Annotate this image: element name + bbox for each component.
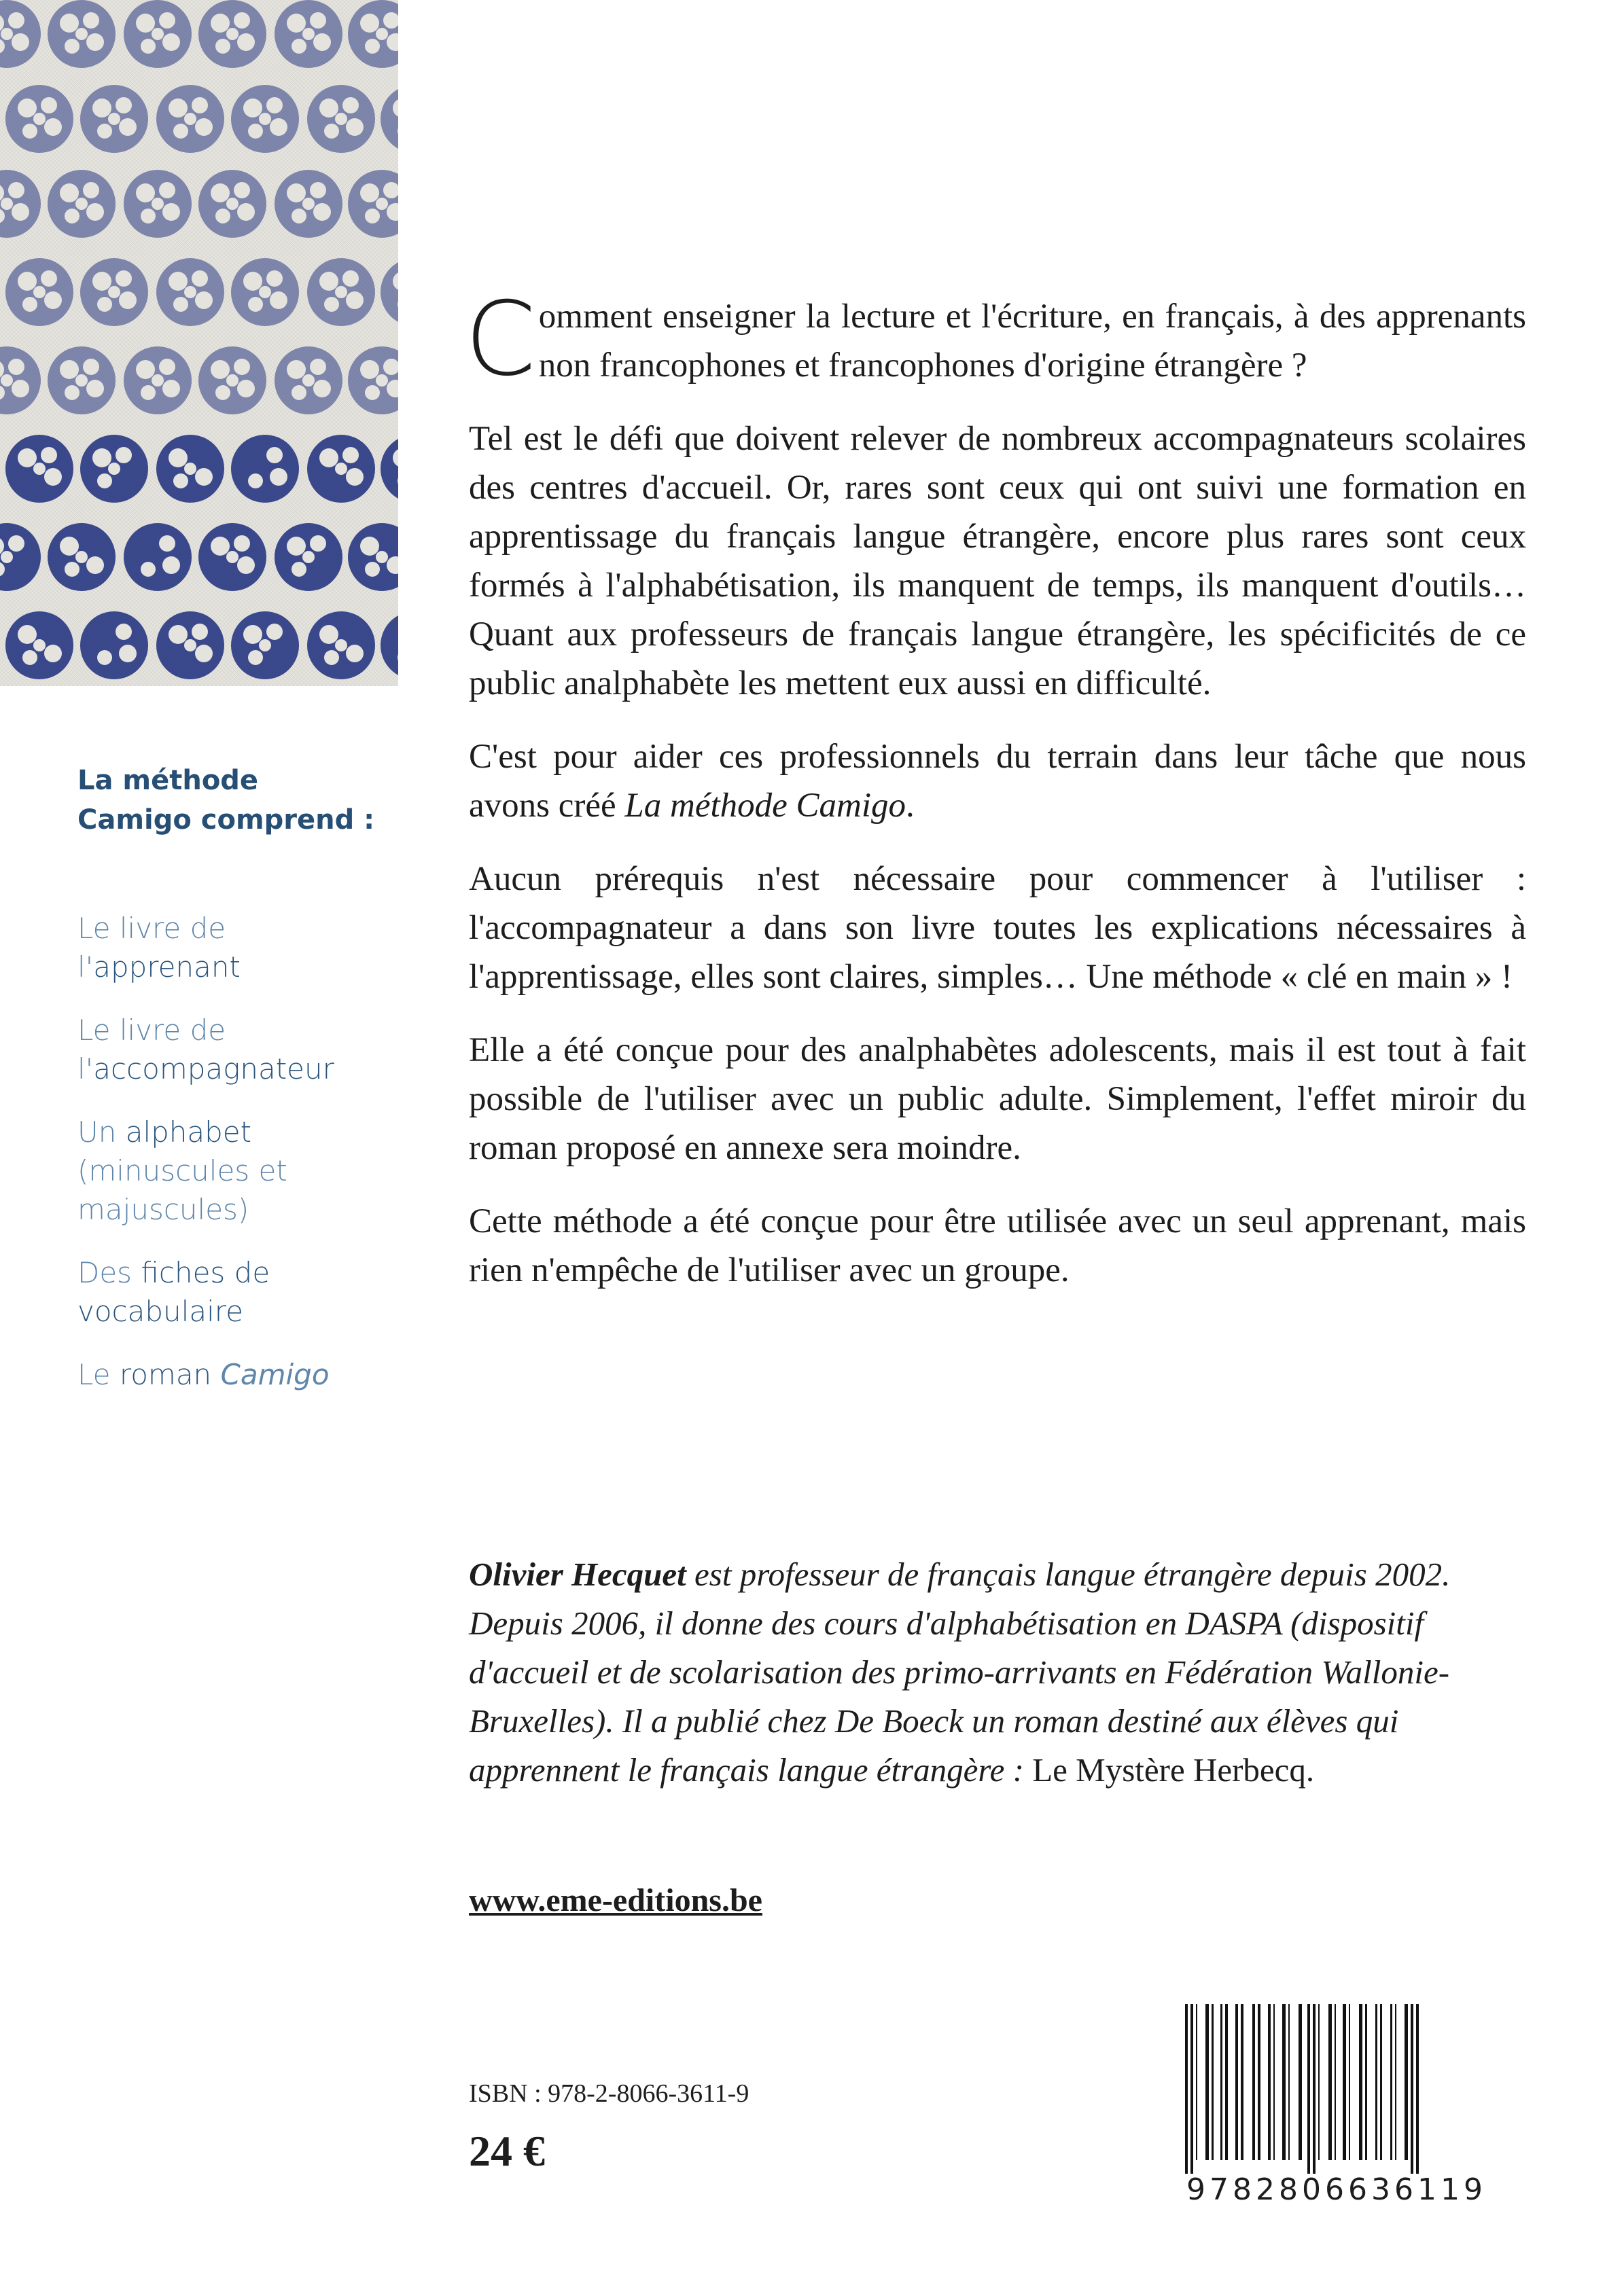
stamp-circle [5,435,73,503]
bio-text: est professeur de français langue étrangère depuis 2002. Depuis 2006, il donne des cours d'alphabétisation en DASPA (dispositif d'accueil et de scolarisation des primo-arrivants en Fédération Wallonie-Bruxelles). Il a publié chez De Boeck un roman destiné aux élèves qui apprennent le français langue étrangère : [469,1556,1451,1789]
barcode-bar [1307,2004,1310,2174]
stamp-circle [198,523,266,591]
item-prefix: Des [77,1256,141,1289]
paragraph-4: Aucun prérequis n'est nécessaire pour commencer à l'utiliser : l'accompagnateur a dans son livre toutes les explications nécessaires à l'apprentissage, elles sont claires, simples… Une méthode « clé en main » ! [469,860,1526,996]
item-keyword: fiches de vocabulaire [77,1256,270,1328]
barcode-bar [1196,2004,1197,2160]
barcode-bar [1258,2004,1260,2160]
barcode-bar [1411,2004,1413,2174]
barcode-number: 9782806636119 [1186,2172,1487,2207]
stamp-circle [307,85,375,153]
publisher-website-link[interactable]: www.eme-editions.be [469,1882,762,1918]
item-title-italic: Camigo [220,1358,330,1391]
author-name: Olivier Hecquet [469,1556,686,1593]
fabric-stamp-image [0,0,398,686]
stamp-circle [80,258,148,326]
barcode-bar [1405,2004,1408,2160]
item-keyword: accompagnateur [93,1052,334,1086]
barcode-bar [1268,2004,1271,2160]
barcode-bar [1349,2004,1350,2160]
barcode-bar [1395,2004,1396,2160]
barcode-bar [1225,2004,1228,2160]
stamp-circle [198,0,266,68]
stamp-circle [156,611,224,679]
stamp-circle [48,0,116,68]
barcode [1177,2004,1496,2201]
sidebar [77,761,376,1418]
barcode-bar [1365,2004,1367,2160]
intro-text: omment enseigner la lecture et l'écriture, en français, à des apprenants non francophones et francophones d'origine étrangère ? [538,298,1526,384]
stamp-circle [275,523,342,591]
barcode-bar [1313,2004,1316,2174]
stamp-circle [48,170,116,238]
sidebar-item-roman [77,1355,376,1394]
sidebar-item-fiches [77,1253,376,1331]
stamp-circle [80,611,148,679]
barcode-bar [1343,2004,1346,2160]
stamp-circle [124,170,192,238]
barcode-bar [1212,2004,1214,2160]
item-prefix: Le livre de l' [77,1014,226,1086]
stamp-circle [5,611,73,679]
stamp-circle [124,346,192,414]
stamp-circle [198,346,266,414]
book-title: Le Mystère Herbecq [1032,1751,1306,1789]
item-prefix: Le livre de l' [77,912,226,984]
stamp-circle [307,435,375,503]
drop-cap: C [465,281,536,399]
barcode-bar [1375,2004,1377,2160]
paragraph-6: Cette méthode a été conçue pour être utilisée avec un seul apprenant, mais rien n'empêche de l'utiliser avec un groupe. [469,1202,1526,1289]
barcode-bar [1185,2004,1188,2174]
stamp-circle [124,0,192,68]
item-keyword: apprenant [93,950,241,984]
sidebar-item-accompagnateur [77,1011,376,1088]
paragraph-3-end: . [906,787,915,825]
item-suffix: (minuscules et majuscules) [77,1154,287,1226]
item-keyword: alphabet [125,1115,252,1149]
sidebar-item-apprenant [77,909,376,986]
stamp-circle [275,346,342,414]
stamp-circle [156,435,224,503]
stamp-circle [275,0,342,68]
author-bio [469,1550,1526,1795]
price: 24 € [469,2127,545,2175]
barcode-bar [1241,2004,1243,2160]
barcode-bar [1318,2004,1320,2160]
stamp-circle [307,258,375,326]
stamp-circle [231,611,299,679]
stamp-circle [231,85,299,153]
barcode-bar [1190,2004,1193,2174]
stamp-circle [5,258,73,326]
stamp-circle [231,258,299,326]
barcode-bar [1416,2004,1419,2174]
stamp-circle [307,611,375,679]
sidebar-item-alphabet [77,1113,376,1229]
barcode-bar [1282,2004,1286,2160]
barcode-bar [1335,2004,1336,2160]
item-prefix: Un [77,1115,126,1149]
stamp-circle [80,85,148,153]
intro-paragraph [465,281,1526,399]
stamp-circle [156,85,224,153]
barcode-bar [1252,2004,1255,2160]
barcode-bar [1273,2004,1275,2160]
barcode-bar [1380,2004,1382,2160]
isbn: ISBN : 978-2-8066-3611-9 [469,2079,749,2108]
paragraph-5: Elle a été conçue pour des analphabètes adolescents, mais il est tout à fait possible de l'utiliser avec un public adulte. Simplement, l'effet miroir du roman proposé en annexe sera moindre. [469,1031,1526,1167]
stamp-circle [275,170,342,238]
stamp-circle [156,258,224,326]
stamp-circle [198,170,266,238]
stamp-circle [124,523,192,591]
barcode-bar [1288,2004,1290,2160]
barcode-bar [1390,2004,1392,2160]
main-text [465,281,1526,1319]
barcode-bar [1220,2004,1222,2160]
paragraph-2: Tel est le défi que doivent relever de nombreux accompagnateurs scolaires des centres d'accueil. Or, rares sont ceux qui ont suivi une formation en apprentissage du français langue étrangère, encore plus rares sont ceux formés à l'alphabétisation, ils manquent de temps, ils manquent d'outils… Quant aux professeurs de français langue étrangère, les spécificités de ce public analphabète les mettent eux aussi en difficulté. [469,420,1526,702]
bio-end: . [1305,1751,1315,1789]
sidebar-heading: La méthode Camigo comprend : [77,765,375,836]
method-title: La méthode Camigo [624,787,906,825]
barcode-bar [1299,2004,1302,2160]
barcode-bar [1235,2004,1238,2160]
paragraph-3-text: C'est pour aider ces professionnels du terrain dans leur tâche que nous avons créé [469,738,1526,825]
paragraph-3 [469,732,1526,830]
barcode-bar [1205,2004,1209,2160]
stamp-circle [48,346,116,414]
stamp-circle [5,85,73,153]
barcode-bar [1359,2004,1362,2160]
barcode-bar [1328,2004,1332,2160]
item-keyword: roman [119,1358,212,1391]
stamp-circle [231,435,299,503]
stamp-circle [48,523,116,591]
item-prefix: Le [77,1358,120,1391]
stamp-circle [80,435,148,503]
